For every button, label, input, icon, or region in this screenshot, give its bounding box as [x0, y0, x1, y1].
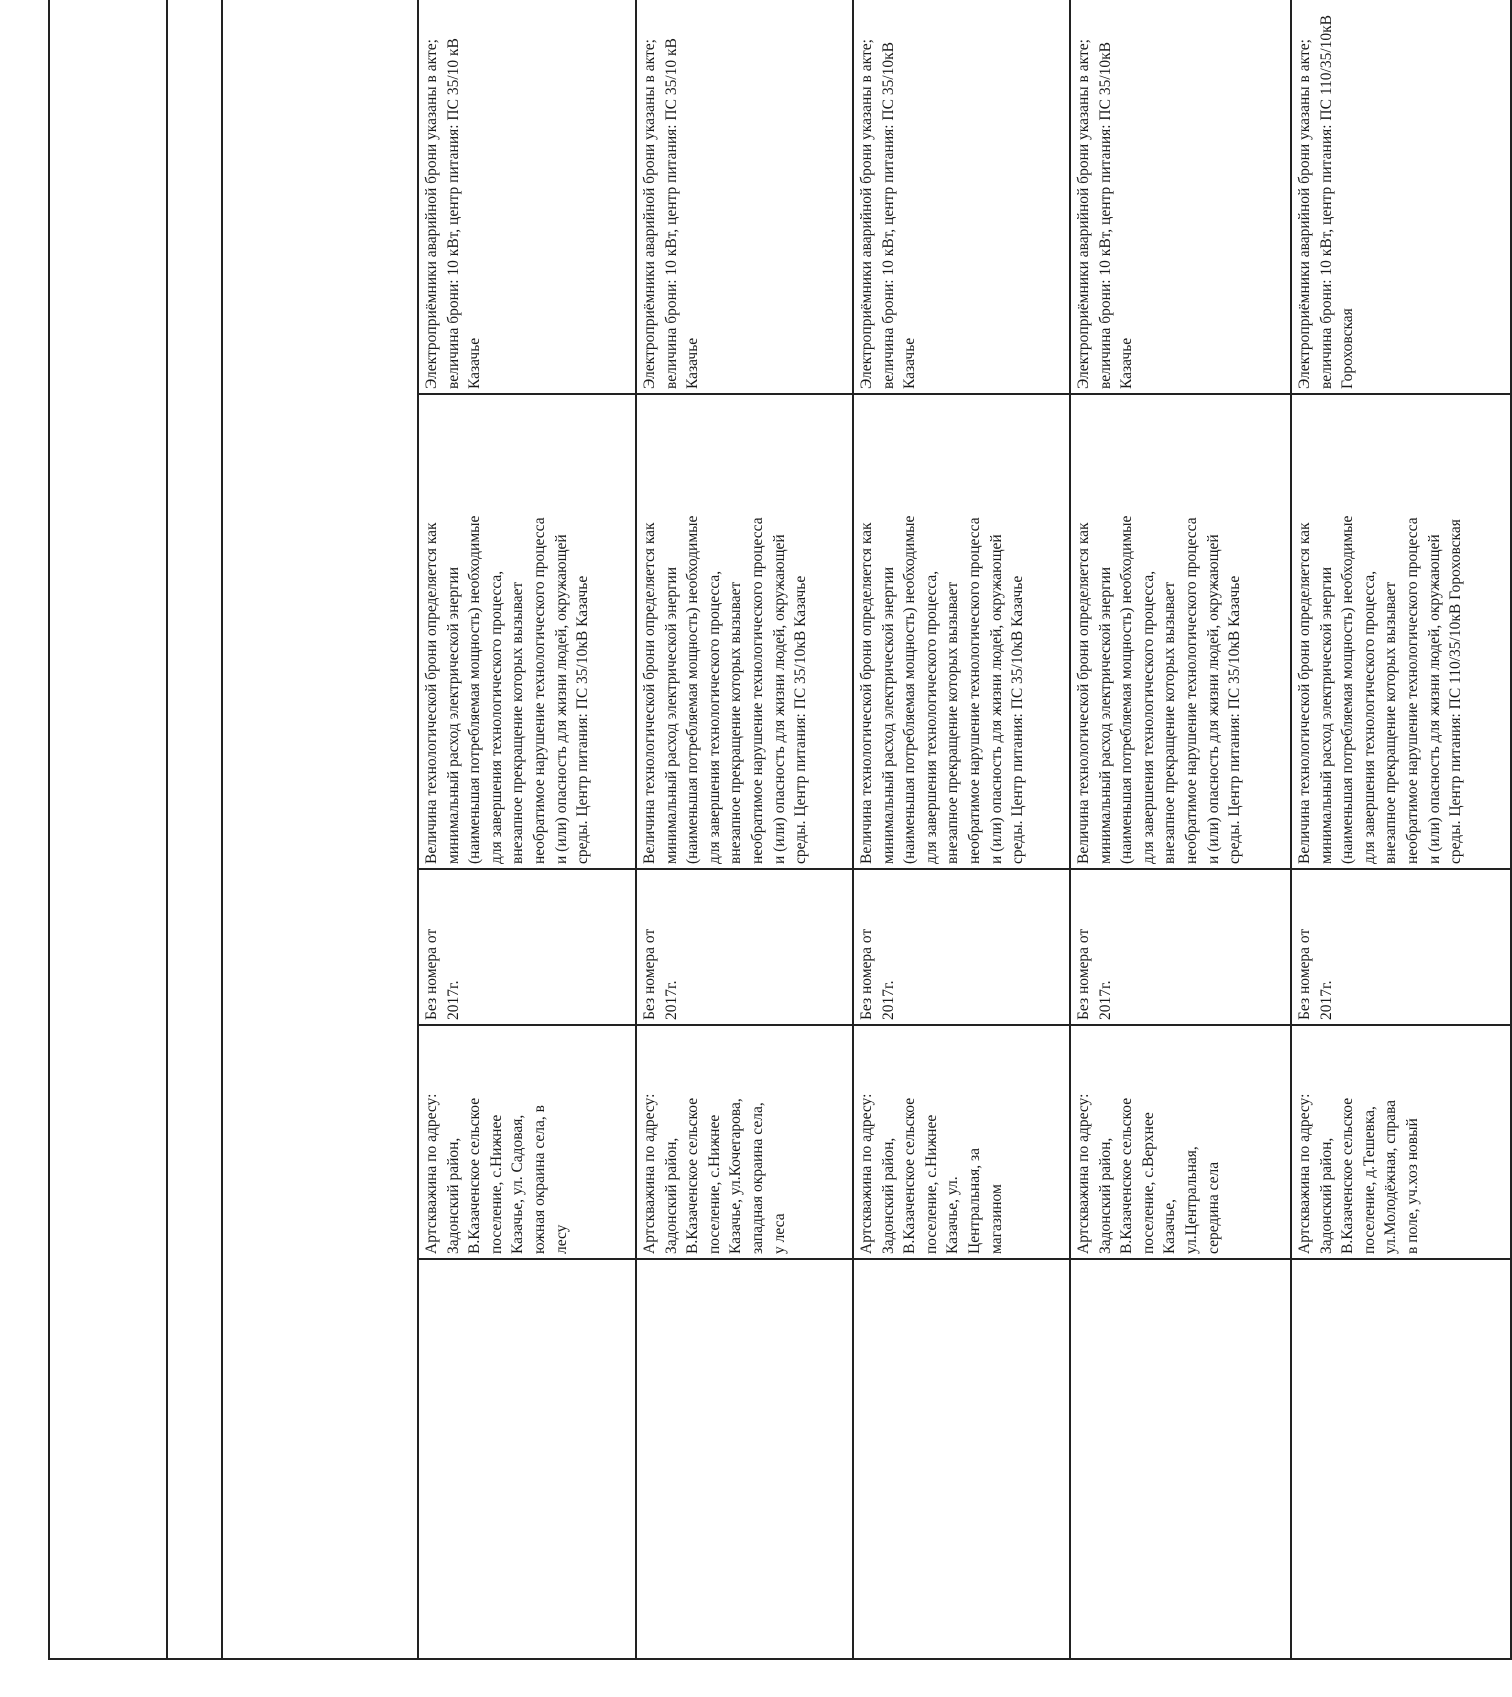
empty-table-row	[166, 0, 223, 1660]
address-cell: Артскважина по адресу: Задонский район, В.Казаченское сельское поселение, с.Нижнее Казачье, ул.Кочегарова, западная окраина села, у леса	[641, 1093, 788, 1254]
empty-table-row	[48, 0, 168, 1660]
table-row	[852, 0, 1071, 1660]
tech-cell: Величина технологической брони определяется как минимальный расход электрической энергии (наименьшая потребляемая мощность) необходимые для завершения технологического процесса, внезапное прекращение которых вызывает необратимое нарушение технологического процесса и (или) опасность для жизни людей, окружающей среды. Центр питания: ПС 35/10кВ Казачье	[419, 395, 637, 870]
address-cell: Артскважина по адресу: Задонский район, В.Казаченское сельское поселение, д.Тешевка, ул.Молодёжная, справа в поле, уч.хоз новый	[1296, 1093, 1421, 1254]
rotated-table	[48, 0, 1465, 1660]
table-row	[1069, 0, 1292, 1660]
tech-cell: Величина технологической брони определяется как минимальный расход электрической энергии (наименьшая потребляемая мощность) необходимые для завершения технологического процесса, внезапное прекращение которых вызывает необратимое нарушение технологического процесса и (или) опасность для жизни людей, окружающей среды. Центр питания: ПС 35/10кВ Казачье	[637, 395, 854, 870]
emergency-cell: Электроприёмники аварийной брони указаны в акте; величина брони: 10 кВт, центр питания: ПС 35/10кВ Казачье	[1071, 2, 1292, 395]
emergency-cell: Электроприёмники аварийной брони указаны в акте; величина брони: 10 кВт, центр питания: ПС 110/35/10кВ Гороховская	[1292, 2, 1510, 395]
emergency-cell: Электроприёмники аварийной брони указаны в акте; величина брони: 10 кВт, центр питания: ПС 35/10кВ Казачье	[854, 2, 1071, 395]
tech-cell: Величина технологической брони определяется как минимальный расход электрической энергии (наименьшая потребляемая мощность) необходимые для завершения технологического процесса, внезапное прекращение которых вызывает необратимое нарушение технологического процесса и (или) опасность для жизни людей, окружающей среды. Центр питания: ПС 110/35/10кВ Гороховская	[1292, 395, 1510, 870]
empty-table-row	[221, 0, 419, 1660]
empty-cell	[1292, 1258, 1510, 1658]
emergency-cell: Электроприёмники аварийной брони указаны в акте; величина брони: 10 кВт, центр питания: ПС 35/10 кВ Казачье	[419, 2, 637, 395]
empty-cell	[419, 1258, 637, 1658]
act-cell: Без номера от 2017г.	[419, 870, 637, 1026]
tech-cell: Величина технологической брони определяется как минимальный расход электрической энергии (наименьшая потребляемая мощность) необходимые для завершения технологического процесса, внезапное прекращение которых вызывает необратимое нарушение технологического процесса и (или) опасность для жизни людей, окружающей среды. Центр питания: ПС 35/10кВ Казачье	[1071, 395, 1292, 870]
address-cell: Артскважина по адресу: Задонский район, В.Казаченское сельское поселение, с.Верхнее Казачье, ул.Центральная, середина села	[1075, 1093, 1222, 1254]
empty-cell	[854, 1258, 1071, 1658]
emergency-cell: Электроприёмники аварийной брони указаны в акте; величина брони: 10 кВт, центр питания: ПС 35/10 кВ Казачье	[637, 2, 854, 395]
table-row	[635, 0, 854, 1660]
table-row	[1290, 0, 1512, 1660]
act-cell: Без номера от 2017г.	[854, 870, 1071, 1026]
empty-cell	[1071, 1258, 1292, 1658]
address-cell: Артскважина по адресу: Задонский район, В.Казаченское сельское поселение, с.Нижнее Казачье, ул. Садовая, южная окраина села, в лесу	[423, 1093, 570, 1254]
act-cell: Без номера от 2017г.	[637, 870, 854, 1026]
empty-cell	[637, 1258, 854, 1658]
act-cell: Без номера от 2017г.	[1071, 870, 1292, 1026]
table-row	[417, 0, 637, 1660]
act-cell: Без номера от 2017г.	[1292, 870, 1510, 1026]
address-cell: Артскважина по адресу: Задонский район, В.Казаченское сельское поселение, с.Нижнее Казачье, ул. Центральная, за магазином	[858, 1093, 1005, 1254]
tech-cell: Величина технологической брони определяется как минимальный расход электрической энергии (наименьшая потребляемая мощность) необходимые для завершения технологического процесса, внезапное прекращение которых вызывает необратимое нарушение технологического процесса и (или) опасность для жизни людей, окружающей среды. Центр питания: ПС 35/10кВ Казачье	[854, 395, 1071, 870]
